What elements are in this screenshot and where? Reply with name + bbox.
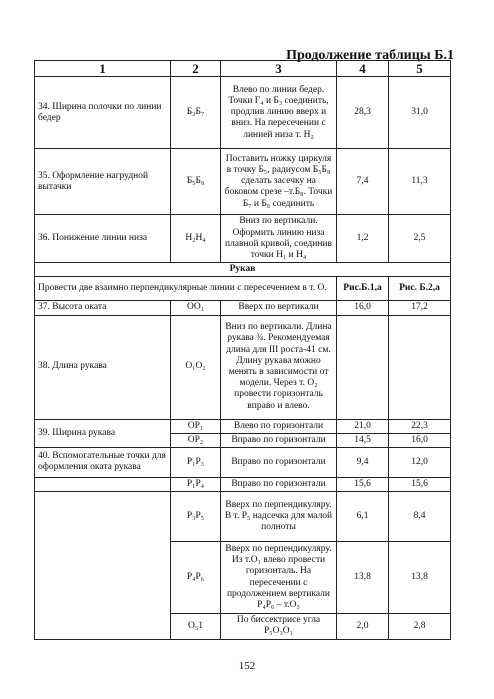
row-desc: Поставить ножку циркуля в точку Б₅, радиусом Б₅Б₈ сделать засечку на боковом срезе –т.Б₈. Точки Б₇ и Б₈ соединить — [221, 149, 337, 215]
header-cell: 5 — [389, 61, 451, 77]
header-cell: 4 — [337, 61, 389, 77]
row-value-1: 21,0 — [337, 419, 389, 433]
table-row — [35, 315, 451, 419]
row-value-2: 11,3 — [389, 149, 451, 215]
row-name: 34. Ширина полочки по линии бедер — [35, 77, 171, 149]
table-row — [35, 447, 451, 477]
row-desc: Вниз по вертикали. Длина рукава ¾. Рекомендуемая длина для III роста-41 см. Длину рукава можно менять в зависимости от модели. Через т. О₂ провести горизонталь вправо и влево. — [221, 315, 337, 419]
row-code: Р₄Р₆ — [171, 542, 221, 614]
row-desc: Вверх по вертикали — [221, 301, 337, 315]
figure-ref-b: Рис. Б.2,а — [389, 277, 451, 301]
row-value-1: 6,1 — [337, 492, 389, 542]
row-value-1: 16,0 — [337, 301, 389, 315]
row-desc: Вверх по перпендикуляру. Из т.О₁ влево провести горизонталь. На пересечении с продолжением вертикали Р₄Р₆ – т.О₃ — [221, 542, 337, 614]
row-code: Б₅Б₈ — [171, 149, 221, 215]
row-value-2: 13,8 — [389, 542, 451, 614]
row-code: Р₁Р₃ — [171, 447, 221, 477]
section-title: Рукав — [35, 263, 451, 277]
row-value-2: 2,5 — [389, 215, 451, 263]
row-name: 38. Длина рукава — [35, 315, 171, 419]
row-code: Б₂Б₇ — [171, 77, 221, 149]
table-row — [35, 301, 451, 315]
row-value-2 — [389, 315, 451, 419]
header-row — [35, 61, 451, 77]
row-value-1: 14,5 — [337, 433, 389, 447]
row-desc: Влево по горизонтали — [221, 419, 337, 433]
row-code: Р₃Р₅ — [171, 492, 221, 542]
table-row — [35, 149, 451, 215]
page-number: 152 — [238, 660, 256, 672]
row-code: ОО₁ — [171, 301, 221, 315]
row-value-1 — [337, 315, 389, 419]
table-row — [35, 492, 451, 542]
row-code: ОР₂ — [171, 433, 221, 447]
row-value-2: 22,3 — [389, 419, 451, 433]
table-row — [35, 215, 451, 263]
row-name: 36. Понижение линии низа — [35, 215, 171, 263]
row-value-1: 13,8 — [337, 542, 389, 614]
row-desc: Вниз по вертикали. Оформить линию низа плавной кривой, соединив точки Н₁ и Н₄ — [221, 215, 337, 263]
header-cell: 1 — [35, 61, 171, 77]
table-row — [35, 77, 451, 149]
header-cell: 3 — [221, 61, 337, 77]
row-name: 39. Ширина рукава — [35, 419, 171, 447]
row-name: 35. Оформление нагрудной вытачки — [35, 149, 171, 215]
row-value-1: 28,3 — [337, 77, 389, 149]
header-cell: 2 — [171, 61, 221, 77]
row-code: О₁О₂ — [171, 315, 221, 419]
row-desc: Вправо по горизонтали — [221, 477, 337, 491]
row-desc: Вправо по горизонтали — [221, 433, 337, 447]
row-value-2: 31,0 — [389, 77, 451, 149]
row-value-2: 17,2 — [389, 301, 451, 315]
row-value-1: 15,6 — [337, 477, 389, 491]
row-name-empty — [35, 492, 171, 639]
instruction-text: Провести две взаимно перпендикулярные линии с пересечением в т. О. — [35, 277, 337, 301]
row-code: Н₂Н₄ — [171, 215, 221, 263]
measurements-table — [34, 60, 451, 640]
row-name-empty — [35, 477, 171, 491]
figure-ref-a: Рис.Б.1,а — [337, 277, 389, 301]
row-value-2: 12,0 — [389, 447, 451, 477]
row-desc: Влево по линии бедер. Точки Г₄ и Б₃ соединить, продлив линию вверх и вниз. На пересечении с линией низа т. Н₂ — [221, 77, 337, 149]
table-row — [35, 477, 451, 491]
row-desc: Вверх по перпендикуляру. В т. Р₅ надсечка для малой полноты — [221, 492, 337, 542]
instruction-row — [35, 277, 451, 301]
row-value-2: 16,0 — [389, 433, 451, 447]
row-code: О₃1 — [171, 614, 221, 639]
row-name: 40. Вспомогательные точки для оформления оката рукава — [35, 447, 171, 477]
row-desc: По биссектрисе угла Р₅О₃О₁ — [221, 614, 337, 639]
row-value-1: 9,4 — [337, 447, 389, 477]
table-row — [35, 419, 451, 433]
row-value-2: 8,4 — [389, 492, 451, 542]
row-desc: Вправо по горизонтали — [221, 447, 337, 477]
section-row — [35, 263, 451, 277]
row-value-2: 2,8 — [389, 614, 451, 639]
row-value-1: 2,0 — [337, 614, 389, 639]
row-value-1: 7,4 — [337, 149, 389, 215]
row-name: 37. Высота оката — [35, 301, 171, 315]
row-value-1: 1,2 — [337, 215, 389, 263]
row-value-2: 15,6 — [389, 477, 451, 491]
row-code: ОР₁ — [171, 419, 221, 433]
table-caption: Продолжение таблицы Б.1 — [286, 48, 454, 63]
row-code: Р₁Р₄ — [171, 477, 221, 491]
